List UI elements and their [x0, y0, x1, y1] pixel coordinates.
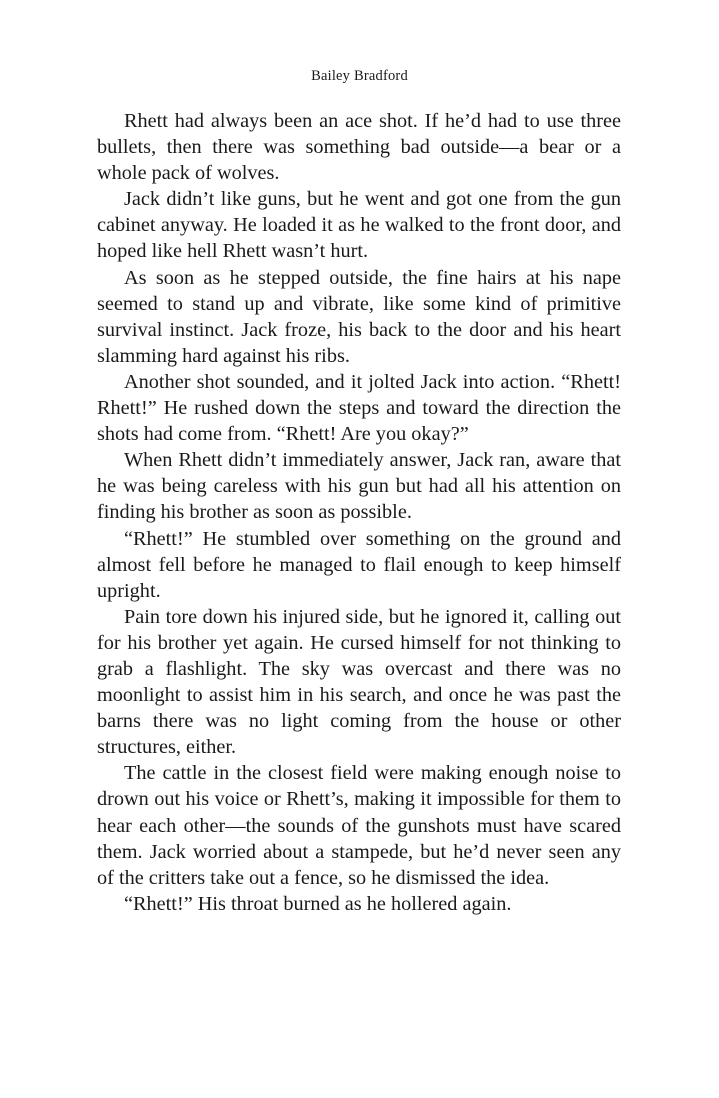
paragraph: As soon as he stepped outside, the fine hairs at his nape seemed to stand up and vibrate, like some kind of primitive survival instinct. Jack froze, his back to the door and his heart slamming hard against his ribs. — [97, 266, 621, 367]
paragraph: Another shot sounded, and it jolted Jack into action. “Rhett! Rhett!” He rushed down the steps and toward the direction the shots had come from. “Rhett! Are you okay?” — [97, 370, 621, 446]
paragraph: The cattle in the closest field were making enough noise to drown out his voice or Rhett’s, making it impossible for them to hear each other—the sounds of the gunshots must have scared them. Jack worried about a stampede, but he’d never seen any of the critters take out a fence, so he dismissed the idea. — [97, 762, 621, 889]
paragraph: Rhett had always been an ace shot. If he’d had to use three bullets, then there was something bad outside—a bear or a whole pack of wolves. — [97, 110, 621, 185]
paragraph: “Rhett!” His throat burned as he hollered again. — [124, 892, 512, 915]
paragraph: Pain tore down his injured side, but he ignored it, calling out for his brother yet again. He cursed himself for not thinking to grab a flashlight. The sky was overcast and there was no moonlight to assist him in his search, and once he was past the barns there was no light coming from the house or other structures, either. — [97, 605, 621, 759]
paragraph: Jack didn’t like guns, but he went and got one from the gun cabinet anyway. He loaded it as he walked to the front door, and hoped like hell Rhett wasn’t hurt. — [97, 188, 621, 263]
paragraph: “Rhett!” He stumbled over something on the ground and almost fell before he managed to flail enough to keep himself upright. — [97, 527, 621, 602]
body-text — [97, 108, 621, 917]
running-head-author: Bailey Bradford — [311, 68, 408, 84]
paragraph: When Rhett didn’t immediately answer, Jack ran, aware that he was being careless with his gun but had all his attention on finding his brother as soon as possible. — [97, 449, 621, 524]
